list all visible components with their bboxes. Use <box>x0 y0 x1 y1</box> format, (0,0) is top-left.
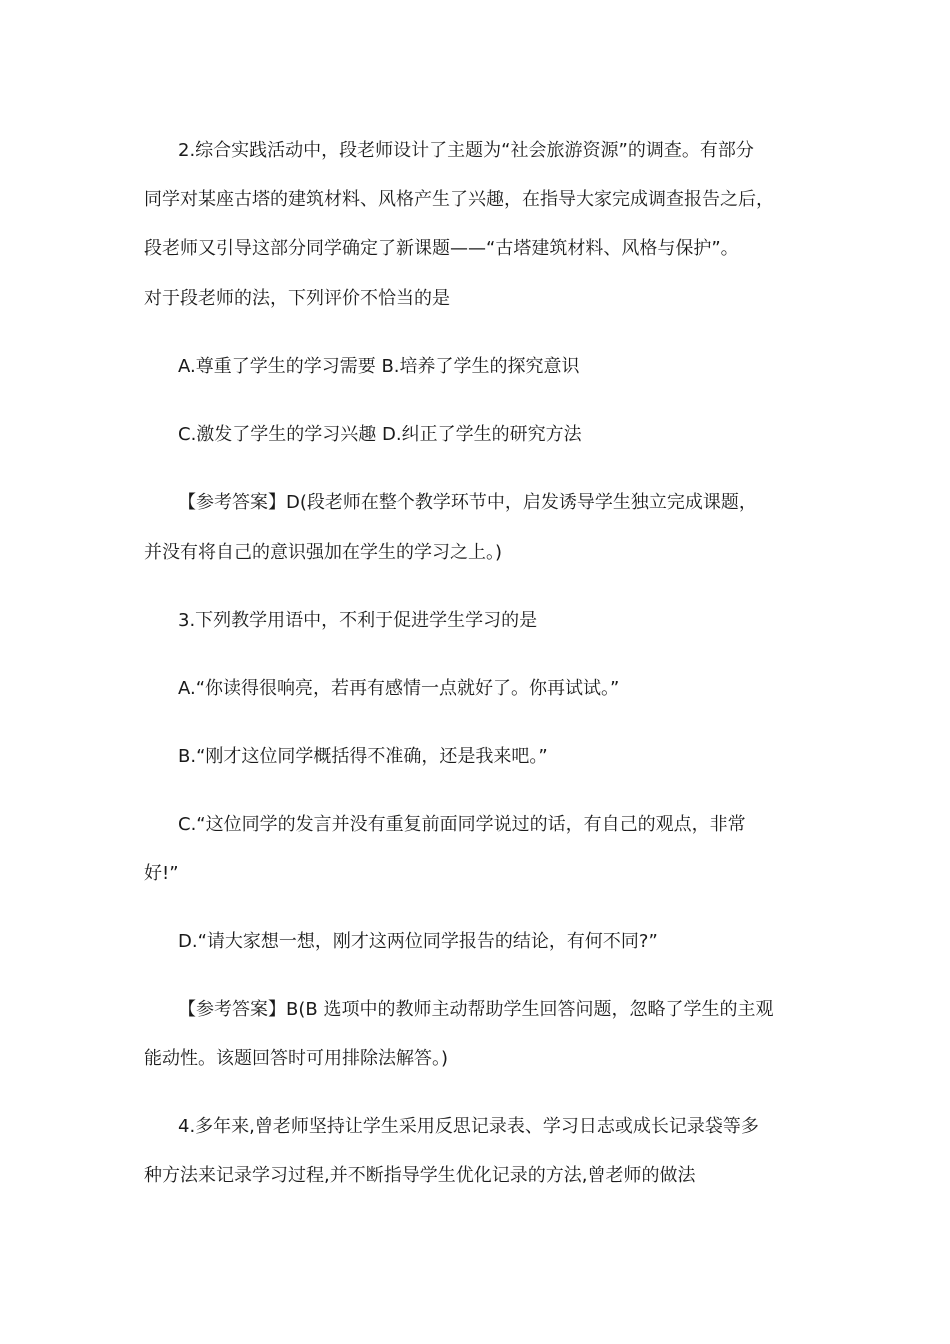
question-3-option-a: A.“你读得很响亮，若再有感情一点就好了。你再试试。” <box>178 678 620 699</box>
question-3-option-d: D.“请大家想一想，刚才这两位同学报告的结论，有何不同?” <box>178 931 658 952</box>
question-2-options-ab: A.尊重了学生的学习需要 B.培养了学生的探究意识 <box>178 356 580 377</box>
question-3-option-c: C.“这位同学的发言并没有重复前面同学说过的话，有自己的观点，非常 <box>178 814 746 835</box>
question-3-answer: 能动性。该题回答时可用排除法解答。) <box>144 1048 449 1069</box>
question-3-option-b: B.“刚才这位同学概括得不准确，还是我来吧。” <box>178 746 548 767</box>
question-3-answer: 【参考答案】B(B 选项中的教师主动帮助学生回答问题，忽略了学生的主观 <box>178 999 774 1020</box>
question-2-answer: 并没有将自己的意识强加在学生的学习之上。) <box>144 542 503 563</box>
question-4-text: 4.多年来,曾老师坚持让学生采用反思记录表、学习日志或成长记录袋等多 <box>178 1116 759 1137</box>
question-3-option-c: 好!” <box>144 863 179 884</box>
question-2-text: 同学对某座古塔的建筑材料、风格产生了兴趣，在指导大家完成调查报告之后， <box>144 189 774 210</box>
question-2-text: 2.综合实践活动中，段老师设计了主题为“社会旅游资源”的调查。有部分 <box>178 140 754 161</box>
question-2-answer: 【参考答案】D(段老师在整个教学环节中，启发诱导学生独立完成课题， <box>178 492 757 513</box>
question-4-text: 种方法来记录学习过程,并不断指导学生优化记录的方法,曾老师的做法 <box>144 1165 696 1186</box>
question-2-text: 段老师又引导这部分同学确定了新课题——“古塔建筑材料、风格与保护”。 <box>144 238 739 259</box>
question-2-options-cd: C.激发了学生的学习兴趣 D.纠正了学生的研究方法 <box>178 424 582 445</box>
question-3-text: 3.下列教学用语中，不利于促进学生学习的是 <box>178 610 538 631</box>
question-2-text: 对于段老师的法，下列评价不恰当的是 <box>144 288 450 309</box>
